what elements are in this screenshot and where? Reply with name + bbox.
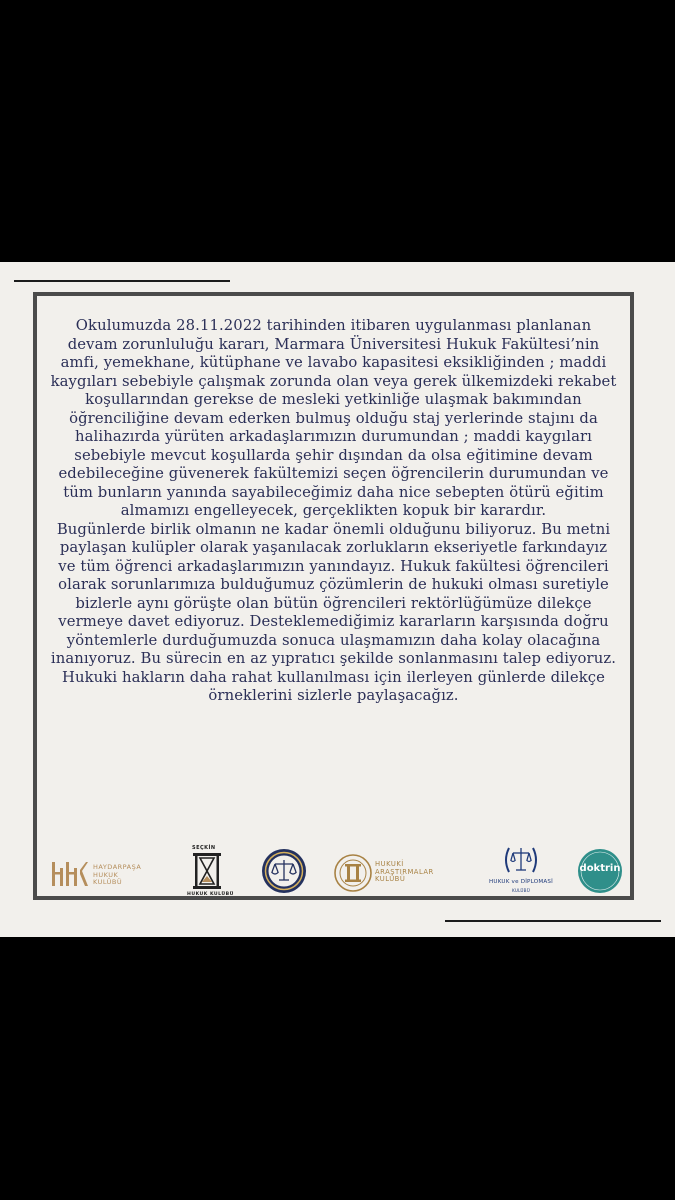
haydarpasa-caption-line-2: HUKUK (93, 870, 119, 879)
hukuk-ve-diplomasi-kulubu-logo (485, 848, 557, 898)
seckin-bottom-caption: HUKUK KULÜBÜ (187, 892, 234, 897)
hukuki-arastirmalar-kulubu-logo (333, 848, 453, 898)
doktrin-wordmark: doktrin (579, 863, 621, 874)
club-logos-row (47, 845, 621, 898)
wreath-scales-icon (501, 842, 541, 876)
arastirmalar-caption-line-3: KULÜBÜ (375, 875, 406, 883)
scales-of-justice-icon (261, 848, 307, 894)
statement-text (49, 317, 618, 706)
arastirmalar-caption-line-1: HUKUKİ (375, 860, 404, 868)
haydarpasa-hukuk-kulubu-logo (49, 848, 159, 898)
laurel-emblem-icon (333, 853, 373, 893)
statement-paragraph-1: Okulumuzda 28.11.2022 tarihinden itibaren uygulanması planlanan devam zorunluluğu kararı, Marmara Üniversitesi Hukuk Fakültesi’nin amfi, yemekhane, kütüphane ve lavabo kapasitesi eksikliğinden ; maddi kaygıları sebebiyle çalışmak zorunda olan veya gerek ülkemizdeki rekabet koşullarından gerekse de mesleki yetkinliğe ulaşmak bakımından öğrenciliğine devam ederken bulmuş olduğu staj yerlerinde stajını da halihazırda yürüten arkadaşlarımızın durumundan ; maddi kaygıları sebebiyle mevcut koşullarda şehir dışından da olsa eğitimine devam edebileceğine güvenerek fakültemizi seçen öğrencilerin durumundan ve tüm bunların yanında sayabileceğimiz daha nice sebepten ötürü eğitim almamızı engelleyecek, gerçeklikten kopuk bir karardır. (50, 317, 617, 519)
doktrin-logo (577, 848, 623, 898)
statement-paragraph-2: Bugünlerde birlik olmanın ne kadar önemli olduğunu biliyoruz. Bu metni paylaşan kulüpler olarak yaşanılacak zorlukların ekseriyetle farkındayız ve tüm öğrenci arkadaşlarımızın yanındayız. Hukuk fakültesi öğrencileri olarak sorunlarımıza bulduğumuz çözümlerin de hukuki olması suretiyle bizlerle aynı görüşte olan bütün öğrencileri rektörlüğümüze dilekçe vermeye davet ediyoruz. Desteklemediğimiz kararların karşısında doğru yöntemlerle durduğumuzda sonuca ulaşmamızın daha kolay olacağına inanıyoruz. Bu sürecin en az yıpratıcı şekilde sonlanmasını talep ediyoruz. Hukuki hakların daha rahat kullanılması için ilerleyen günlerde dilekçe örneklerini sizlerle paylaşacağız. (50, 520, 617, 704)
statement-frame (33, 292, 634, 900)
arastirmalar-caption-line-2: ARAŞTIRMALAR (375, 867, 434, 876)
hhk-monogram-icon (49, 854, 89, 894)
haydarpasa-caption-line-1: HAYDARPAŞA (93, 863, 142, 871)
hourglass-icon (189, 852, 225, 892)
seckin-top-caption: SEÇKİN (192, 845, 216, 851)
diplomasi-caption-line-2: KULÜBÜ (511, 887, 531, 893)
haydarpasa-caption-line-3: KULÜBÜ (93, 878, 123, 886)
poster (0, 262, 675, 937)
justice-scales-seal-logo (261, 848, 307, 898)
seckin-hukuk-kulubu-logo (187, 845, 234, 898)
diplomasi-caption-line-1: HUKUK ve DİPLOMASİ (489, 879, 553, 885)
bottom-divider-line (445, 920, 661, 922)
top-divider-line (14, 280, 230, 282)
